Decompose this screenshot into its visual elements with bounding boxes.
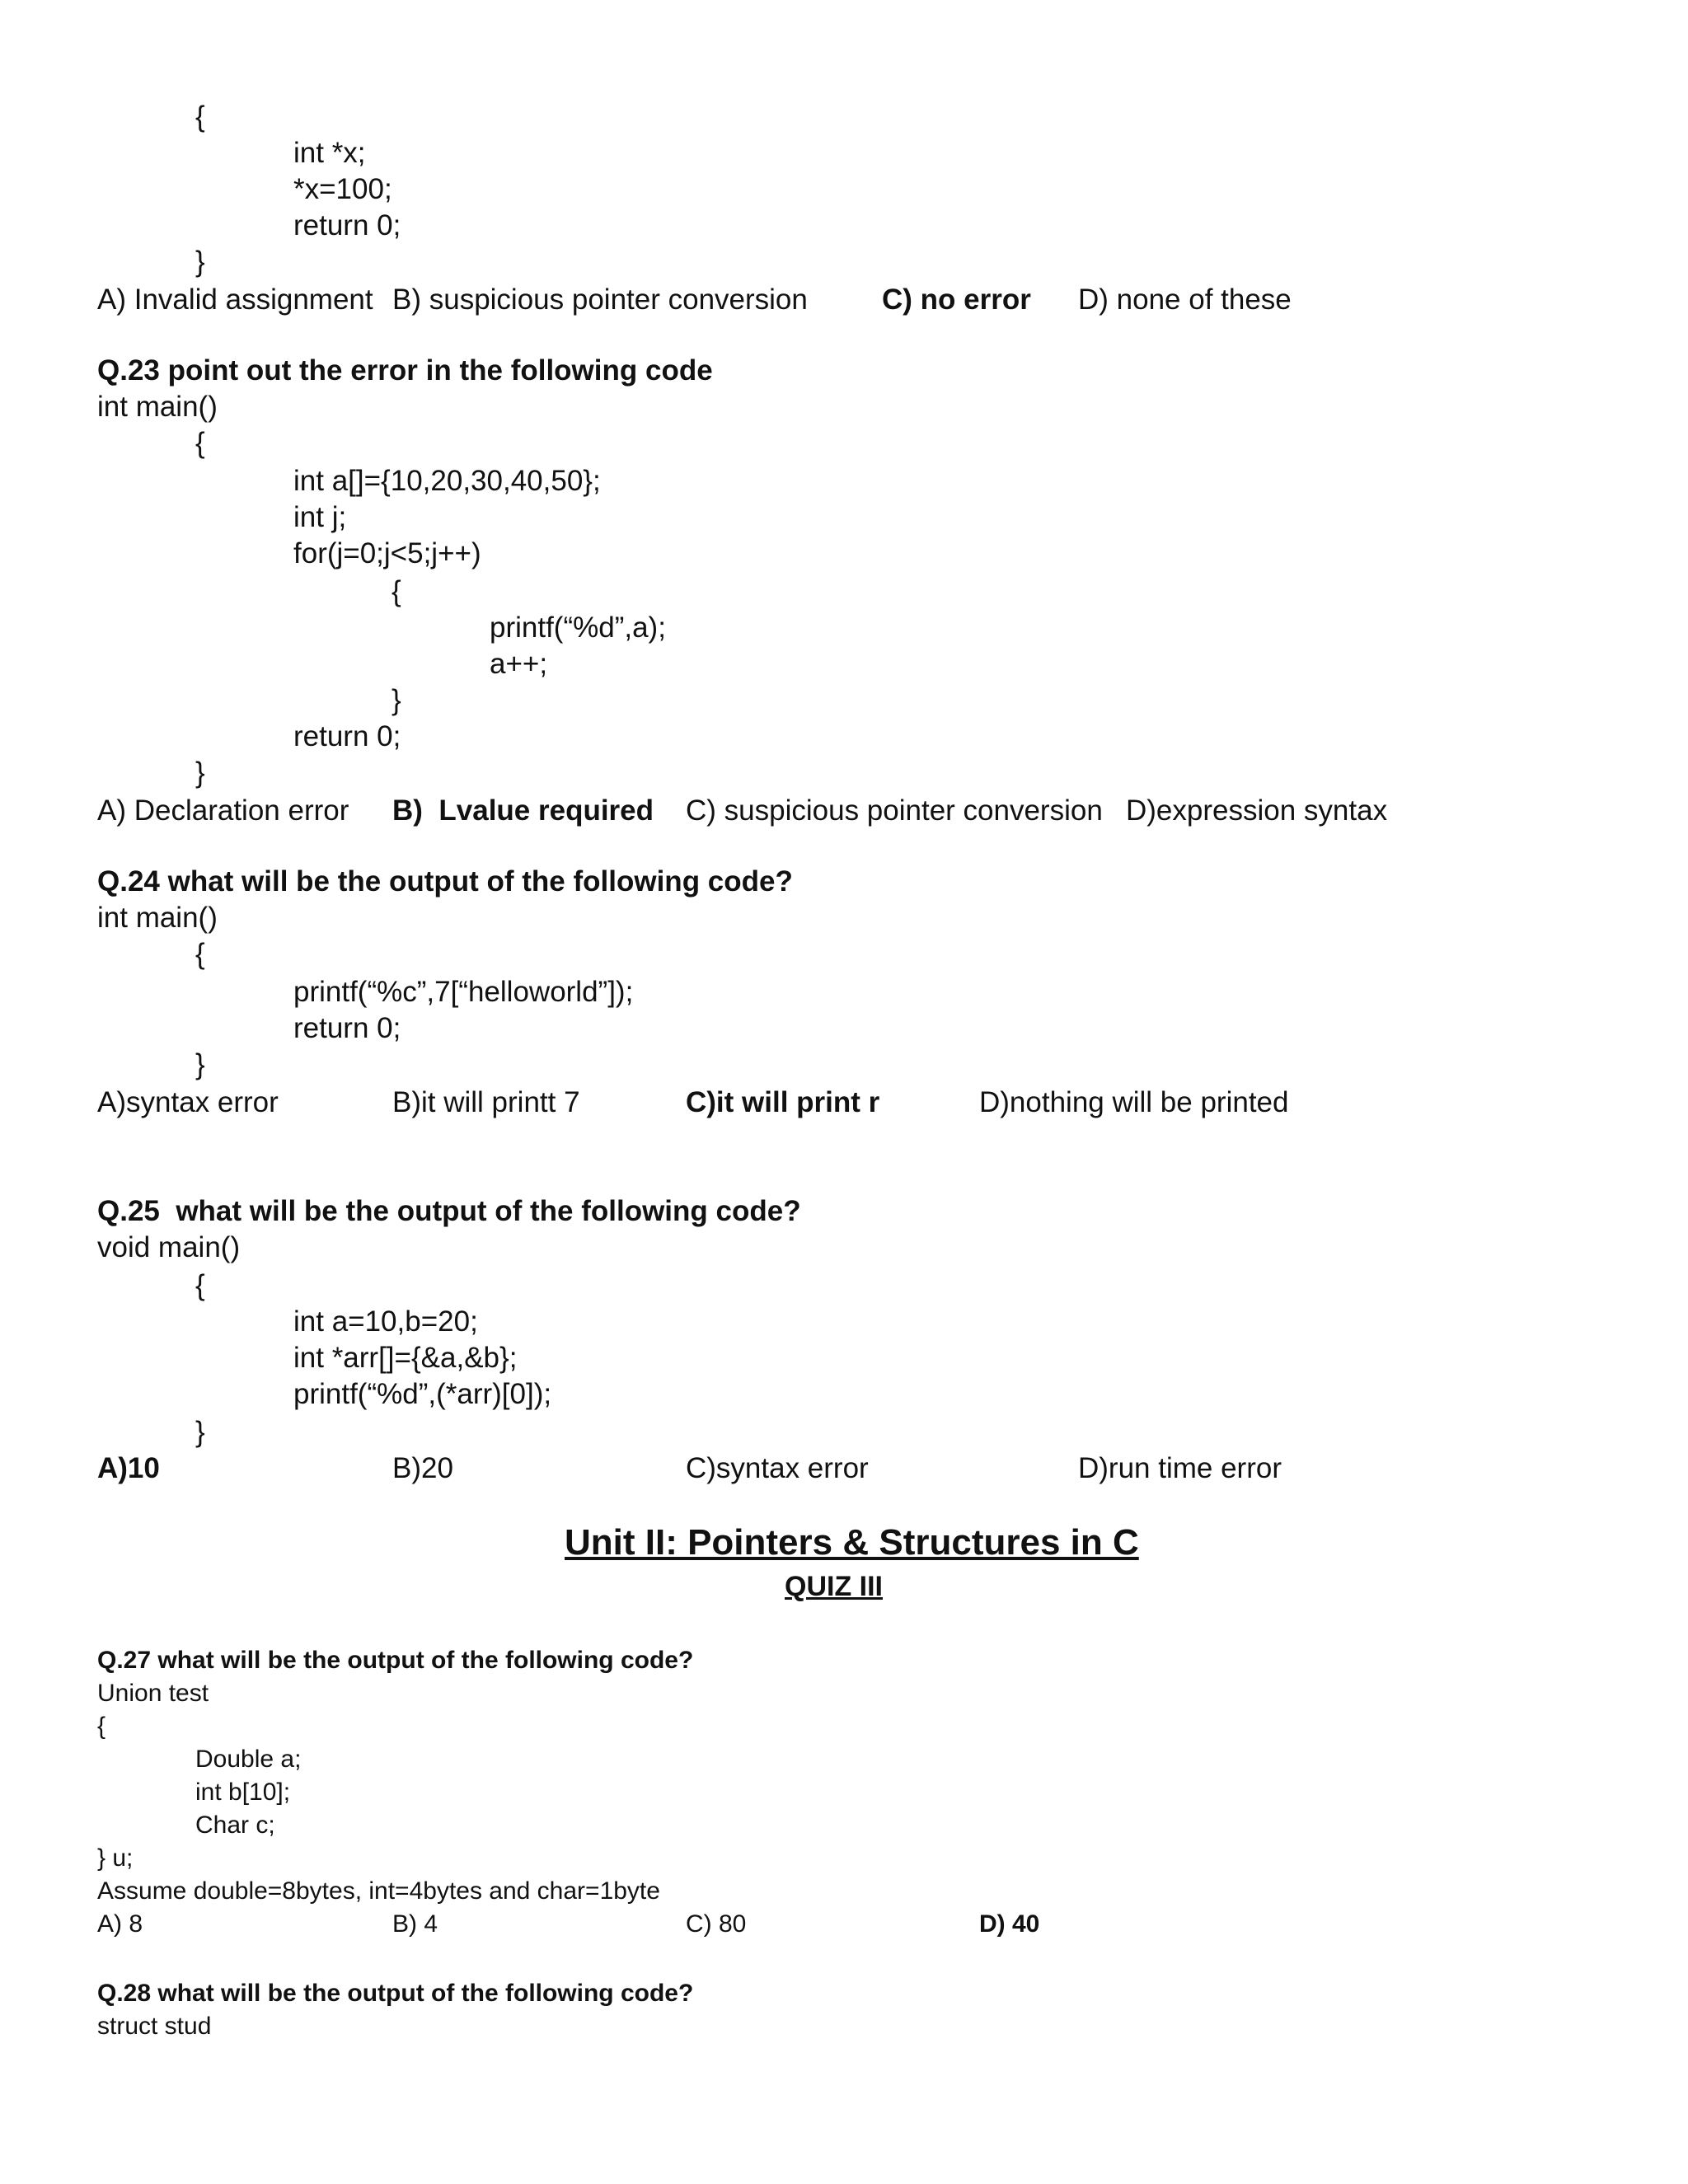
q27-code-line: int b[10]; [195, 1779, 291, 1806]
q24-code-line: } [195, 1048, 205, 1080]
q23-question: Q.23 point out the error in the following code [97, 354, 713, 387]
q25-code-line: int *arr[]={&a,&b}; [293, 1342, 518, 1374]
q22-option-c-answer: C) no error [882, 284, 1031, 316]
q23-code-line: a++; [490, 648, 548, 680]
q24-question: Q.24 what will be the output of the following code? [97, 865, 793, 898]
q24-option-a: A)syntax error [97, 1086, 279, 1118]
q23-option-d: D)expression syntax [1126, 794, 1388, 827]
q23-option-a: A) Declaration error [97, 794, 349, 827]
q24-code-line: printf(“%c”,7[“helloworld”]); [293, 976, 634, 1008]
q25-option-d: D)run time error [1078, 1452, 1282, 1484]
q23-code-line: } [195, 757, 205, 789]
q27-code-line: Double a; [195, 1746, 302, 1773]
q27-option-b: B) 4 [392, 1910, 438, 1938]
q22-code-line: *x=100; [293, 173, 392, 205]
q23-option-c: C) suspicious pointer conversion [686, 794, 1103, 827]
q22-code-line: { [195, 101, 205, 133]
q23-code-line: printf(“%d”,a); [490, 612, 666, 644]
q27-option-d-answer: D) 40 [979, 1910, 1040, 1938]
q24-option-c-answer: C)it will print r [686, 1086, 880, 1118]
q27-code-line: Union test [97, 1680, 209, 1707]
q22-code-line: int *x; [293, 137, 366, 169]
q23-code-line: { [392, 575, 401, 607]
q23-code-line: int j; [293, 501, 347, 533]
q23-code-line: { [195, 427, 205, 459]
q23-option-b-answer: B) Lvalue required [392, 794, 654, 827]
q23-code-line: for(j=0;j<5;j++) [293, 537, 481, 569]
q25-option-a-answer: A)10 [97, 1452, 160, 1484]
q27-code-line: } u; [97, 1844, 134, 1872]
q22-option-d: D) none of these [1078, 284, 1292, 316]
q22-code-line: } [195, 246, 205, 278]
q24-code-line: { [195, 938, 205, 970]
q27-note: Assume double=8bytes, int=4bytes and char=1byte [97, 1877, 660, 1905]
q27-code-line: { [97, 1713, 106, 1740]
q24-option-b: B)it will printt 7 [392, 1086, 580, 1118]
q25-code-line: int a=10,b=20; [293, 1305, 478, 1338]
quiz-subtitle: QUIZ III [785, 1571, 883, 1602]
q25-option-c: C)syntax error [686, 1452, 869, 1484]
q23-code-line: int main() [97, 391, 218, 423]
q22-option-b: B) suspicious pointer conversion [392, 284, 808, 316]
q24-code-line: int main() [97, 902, 218, 934]
q27-option-c: C) 80 [686, 1910, 747, 1938]
q25-option-b: B)20 [392, 1452, 453, 1484]
q22-option-a: A) Invalid assignment [97, 284, 373, 316]
q23-code-line: int a[]={10,20,30,40,50}; [293, 465, 601, 497]
q22-code-line: return 0; [293, 209, 401, 241]
q28-question: Q.28 what will be the output of the following code? [97, 1980, 694, 2007]
q27-option-a: A) 8 [97, 1910, 143, 1938]
q25-code-line: { [195, 1269, 205, 1301]
q28-code-line: struct stud [97, 2013, 212, 2040]
q24-option-d: D)nothing will be printed [979, 1086, 1289, 1118]
q25-code-line: printf(“%d”,(*arr)[0]); [293, 1378, 552, 1410]
q27-code-line: Char c; [195, 1811, 275, 1839]
q25-code-line: void main() [97, 1231, 241, 1263]
q25-question: Q.25 what will be the output of the following code? [97, 1195, 801, 1227]
q25-code-line: } [195, 1416, 205, 1448]
q23-code-line: } [392, 684, 401, 716]
q23-code-line: return 0; [293, 720, 401, 752]
q27-question: Q.27 what will be the output of the following code? [97, 1647, 694, 1674]
unit-title: Unit II: Pointers & Structures in C [565, 1522, 1139, 1563]
q24-code-line: return 0; [293, 1012, 401, 1044]
